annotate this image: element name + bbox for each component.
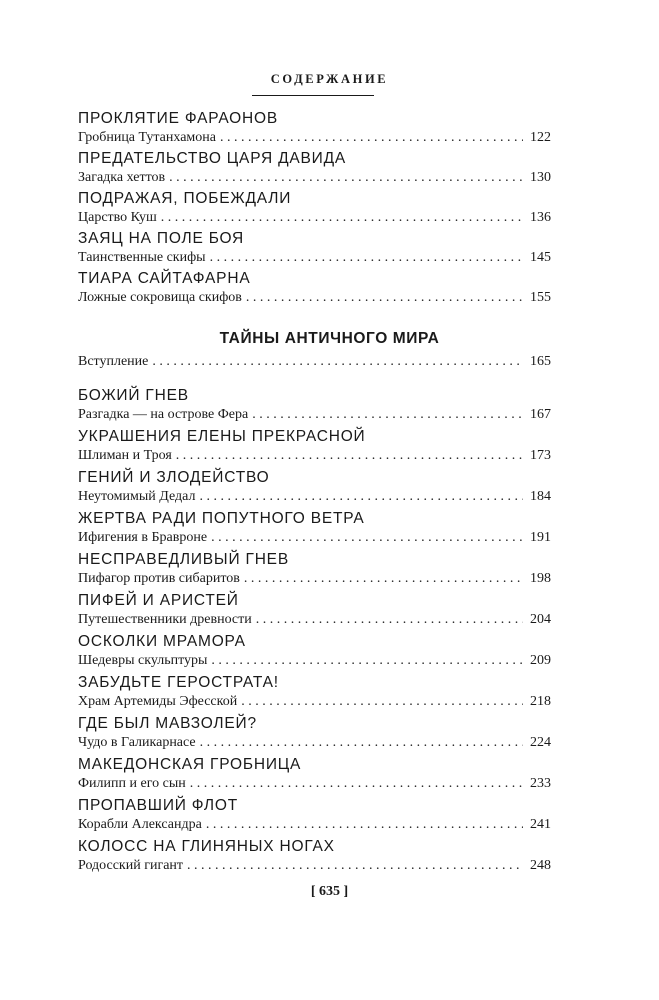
dot-leader [199, 487, 523, 506]
section-title: ТАЙНЫ АНТИЧНОГО МИРА [219, 330, 440, 347]
dot-leader [187, 856, 523, 875]
toc-block [78, 269, 551, 307]
toc-entry [78, 487, 551, 506]
toc-block [78, 427, 551, 465]
entry-title: Пифагор против сибаритов [78, 571, 240, 586]
dot-leader [211, 528, 523, 547]
group-title: УКРАШЕНИЯ ЕЛЕНЫ ПРЕКРАСНОЙ [78, 428, 366, 445]
toc-block [78, 632, 551, 670]
toc-entry [78, 288, 551, 307]
toc-block [78, 189, 551, 227]
page-number: 241 [530, 817, 551, 832]
dot-leader [252, 405, 523, 424]
group-title: ПРЕДАТЕЛЬСТВО ЦАРЯ ДАВИДА [78, 150, 347, 167]
page-number: 224 [530, 735, 551, 750]
toc-entry [78, 610, 551, 629]
dot-leader [200, 733, 523, 752]
toc-entry [78, 815, 551, 834]
running-header: СОДЕРЖАНИЕ [270, 72, 389, 86]
page-number: 233 [530, 776, 551, 791]
toc-entry [78, 446, 551, 465]
group-title: ЗАБУДЬТЕ ГЕРОСТРАТА! [78, 674, 279, 691]
page-number: 136 [530, 210, 551, 225]
toc-block [78, 149, 551, 187]
dot-leader [246, 288, 523, 307]
entry-title: Ифигения в Бравроне [78, 530, 208, 545]
dot-leader [161, 208, 523, 227]
page-folio: [ 635 ] [310, 884, 349, 899]
toc-entry [78, 733, 551, 752]
dot-leader [211, 651, 523, 670]
toc-part-two [78, 386, 551, 875]
group-title: ЖЕРТВА РАДИ ПОПУТНОГО ВЕТРА [78, 510, 365, 527]
toc-block [78, 550, 551, 588]
toc-block [78, 386, 551, 424]
entry-title: Разгадка — на острове Фера [78, 407, 249, 422]
page-number: 248 [530, 858, 551, 873]
entry-title: Родосский гигант [78, 858, 184, 873]
group-title: ЗАЯЦ НА ПОЛЕ БОЯ [78, 230, 245, 247]
toc-block [78, 229, 551, 267]
entry-title: Неутомимый Дедал [78, 489, 196, 504]
entry-title: Гробница Тутанхамона [78, 130, 216, 145]
group-title: НЕСПРАВЕДЛИВЫЙ ГНЕВ [78, 551, 289, 568]
entry-title: Путешественники древности [78, 612, 252, 627]
dot-leader [176, 446, 523, 465]
toc-block [78, 796, 551, 834]
toc-intro [78, 352, 551, 371]
toc-entry [78, 168, 551, 187]
page-number: 165 [530, 354, 551, 369]
toc-entry [78, 569, 551, 588]
dot-leader [210, 248, 523, 267]
header-rule [252, 95, 374, 96]
toc-entry [78, 405, 551, 424]
dot-leader [169, 168, 523, 187]
group-title: МАКЕДОНСКАЯ ГРОБНИЦА [78, 756, 302, 773]
page-number: 167 [530, 407, 551, 422]
dot-leader [152, 352, 523, 371]
group-title: БОЖИЙ ГНЕВ [78, 387, 189, 404]
dot-leader [190, 774, 523, 793]
entry-title: Ложные сокровища скифов [78, 290, 242, 305]
toc-block [78, 468, 551, 506]
page-number: 191 [530, 530, 551, 545]
group-title: ПИФЕЙ И АРИСТЕЙ [78, 592, 239, 609]
page-number: 130 [530, 170, 551, 185]
toc-entry [78, 856, 551, 875]
toc-block [78, 755, 551, 793]
toc-entry [78, 692, 551, 711]
page-number: 209 [530, 653, 551, 668]
toc-entry [78, 352, 551, 371]
entry-title: Вступление [78, 354, 149, 369]
page-number: 184 [530, 489, 551, 504]
dot-leader [244, 569, 523, 588]
page-number: 122 [530, 130, 551, 145]
toc-part-one [78, 109, 551, 307]
toc-block [78, 509, 551, 547]
group-title: ГЕНИЙ И ЗЛОДЕЙСТВО [78, 469, 270, 486]
page-number: 218 [530, 694, 551, 709]
toc-block [78, 673, 551, 711]
entry-title: Храм Артемиды Эфесской [78, 694, 238, 709]
toc-entry [78, 528, 551, 547]
dot-leader [256, 610, 523, 629]
toc-block [78, 591, 551, 629]
entry-title: Чудо в Галикарнасе [78, 735, 196, 750]
entry-title: Филипп и его сын [78, 776, 186, 791]
toc-entry [78, 128, 551, 147]
entry-title: Шедевры скульптуры [78, 653, 208, 668]
toc-block [78, 837, 551, 875]
toc-entry [78, 651, 551, 670]
toc-entry [78, 248, 551, 267]
group-title: КОЛОСС НА ГЛИНЯНЫХ НОГАХ [78, 838, 335, 855]
group-title: ОСКОЛКИ МРАМОРА [78, 633, 246, 650]
entry-title: Шлиман и Троя [78, 448, 172, 463]
page-number: 204 [530, 612, 551, 627]
page-number: 173 [530, 448, 551, 463]
entry-title: Царство Куш [78, 210, 157, 225]
dot-leader [206, 815, 523, 834]
dot-leader [241, 692, 523, 711]
entry-title: Таинственные скифы [78, 250, 206, 265]
page-number: 155 [530, 290, 551, 305]
group-title: ГДЕ БЫЛ МАВЗОЛЕЙ? [78, 715, 257, 732]
entry-title: Корабли Александра [78, 817, 202, 832]
group-title: ТИАРА САЙТАФАРНА [78, 270, 251, 287]
toc-entry [78, 208, 551, 227]
dot-leader [220, 128, 523, 147]
page-number: 145 [530, 250, 551, 265]
toc-block [78, 109, 551, 147]
entry-title: Загадка хеттов [78, 170, 166, 185]
group-title: ПОДРАЖАЯ, ПОБЕЖДАЛИ [78, 190, 292, 207]
group-title: ПРОПАВШИЙ ФЛОТ [78, 797, 238, 814]
group-title: ПРОКЛЯТИЕ ФАРАОНОВ [78, 110, 278, 127]
toc-entry [78, 774, 551, 793]
page-number: 198 [530, 571, 551, 586]
toc-block [78, 714, 551, 752]
